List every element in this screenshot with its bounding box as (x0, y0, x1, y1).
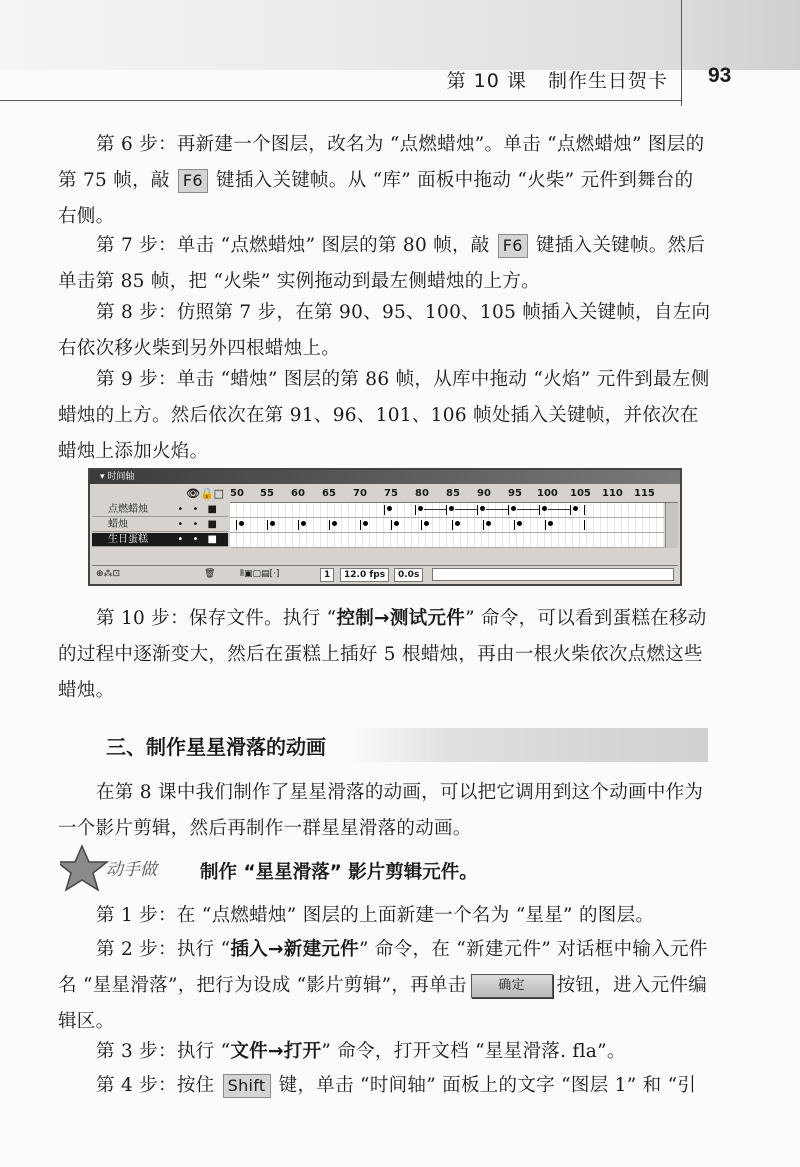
keyframe (455, 521, 460, 526)
timeline-panel (88, 468, 682, 586)
frame-rate: 12.0 fps (340, 568, 389, 582)
sub-step-1: 第 1 步：在 “点燃蜡烛” 图层的上面新建一个名为 “星星” 的图层。 (96, 905, 655, 926)
keyframe (548, 521, 553, 526)
frames-birthday-cake (230, 533, 664, 548)
keyframe (363, 521, 368, 526)
keyframe (449, 506, 454, 511)
keyframe (301, 521, 306, 526)
keyframe (329, 520, 330, 530)
motion-tween (424, 509, 447, 510)
layer-toggle-icons: 👁🔒□ (186, 487, 225, 500)
keyframe (332, 521, 337, 526)
section-intro: 在第 8 课中我们制作了星星滑落的动画，可以把它调用到这个动画中作为一个影片剪辑，然后再制作一群星星滑落的动画。 (58, 782, 704, 839)
frames-candles (230, 518, 664, 533)
ruler-tick: 115 (634, 488, 655, 499)
ruler-tick: 65 (322, 488, 336, 499)
frame-ruler (230, 486, 678, 503)
ruler-tick: 110 (602, 488, 623, 499)
keyframe (545, 520, 546, 530)
activity-icon-text: 动手做 (106, 860, 157, 880)
step-6: 第 6 步：再新建一个图层，改名为 “点燃蜡烛”。单击 “点燃蜡烛” 图层的第 75 帧，敲 F6 键插入关键帧。从 “库” 面板中拖动 “火柴” 元件到舞台的右侧。 (58, 134, 705, 227)
keyframe (483, 520, 484, 530)
keyframe (236, 520, 237, 530)
keyframe (584, 505, 585, 515)
keyframe (584, 520, 585, 530)
motion-tween (548, 509, 570, 510)
keyframe (267, 520, 268, 530)
keyframe (511, 506, 516, 511)
ruler-tick: 85 (446, 488, 460, 499)
f6-key: F6 (178, 169, 208, 193)
header-background (0, 0, 800, 70)
current-frame: 1 (320, 568, 334, 582)
layer-add-icons[interactable]: ⊕⁂⊡ (96, 569, 121, 579)
keyframe (480, 506, 485, 511)
sub-step-4: 第 4 步：按住 Shift 键，单击 “时间轴” 面板上的文字 “图层 1” 和 “引 (96, 1075, 697, 1096)
keyframe (452, 520, 453, 530)
keyframe (421, 520, 422, 530)
vertical-scrollbar[interactable] (665, 503, 678, 548)
keyframe (570, 505, 571, 515)
ruler-tick: 50 (230, 488, 244, 499)
ruler-tick: 55 (260, 488, 274, 499)
keyframe (424, 521, 429, 526)
section-title: 三、制作星星滑落的动画 (106, 735, 326, 759)
keyframe (514, 520, 515, 530)
layer-birthday-cake[interactable]: 生日蛋糕 • • ■ (92, 533, 228, 547)
layer-light-candles[interactable]: 点燃蜡烛 • • ■ (92, 503, 228, 517)
keyframe (298, 520, 299, 530)
keyframe (517, 521, 522, 526)
f6-key: F6 (498, 234, 528, 258)
keyframe (387, 506, 392, 511)
ruler-tick: 60 (291, 488, 305, 499)
ruler-tick: 90 (477, 488, 491, 499)
sub-step-2: 第 2 步：执行 “插入→新建元件” 命令，在 “新建元件” 对话框中输入元件名 “星星滑落”，把行为设成 “影片剪辑”，再单击 确定 按钮，进入元件编辑区。 (58, 939, 708, 1032)
trash-icon[interactable]: 🗑 (204, 569, 216, 579)
page-number: 93 (708, 64, 732, 87)
keyframe (573, 506, 578, 511)
keyframe (391, 520, 392, 530)
running-header: 第 10 课 制作生日贺卡 (446, 70, 668, 92)
motion-tween (517, 509, 539, 510)
ruler-tick: 100 (537, 488, 558, 499)
keyframe (384, 505, 385, 515)
keyframe (486, 521, 491, 526)
keyframe (360, 520, 361, 530)
step-7: 第 7 步：单击 “点燃蜡烛” 图层的第 80 帧，敲 F6 键插入关键帧。然后单击第 85 帧，把 “火柴” 实例拖动到最左侧蜡烛的上方。 (58, 235, 706, 292)
keyframe (239, 521, 244, 526)
horizontal-scrollbar[interactable] (432, 568, 674, 581)
elapsed-time: 0.0s (394, 568, 423, 582)
motion-tween (486, 509, 508, 510)
ruler-tick: 95 (508, 488, 522, 499)
keyframe (270, 521, 275, 526)
step-8: 第 8 步：仿照第 7 步，在第 90、95、100、105 帧插入关键帧，自左向右依次移火柴到另外四根蜡烛上。 (58, 302, 711, 359)
keyframe (446, 505, 447, 515)
frame-grid[interactable] (230, 503, 664, 548)
frames-light-candles (230, 503, 664, 518)
step-9: 第 9 步：单击 “蜡烛” 图层的第 86 帧，从库中拖动 “火焰” 元件到最左侧蜡烛的上方。然后依次在第 91、96、101、106 帧处插入关键帧，并依次在蜡烛上添加火焰。 (58, 369, 710, 462)
step-10: 第 10 步：保存文件。执行 “控制→测试元件” 命令，可以看到蛋糕在移动的过程中逐渐变大，然后在蛋糕上插好 5 根蜡烛，再由一根火柴依次点燃这些蜡烛。 (58, 608, 707, 701)
keyframe (418, 506, 423, 511)
ruler-tick: 105 (570, 488, 591, 499)
ok-button[interactable]: 确定 (471, 974, 553, 998)
sub-step-3: 第 3 步：执行 “文件→打开” 命令，打开文档 “星星滑落. fla”。 (96, 1041, 626, 1062)
ruler-tick: 75 (384, 488, 398, 499)
header-rule (0, 100, 682, 101)
keyframe (477, 505, 478, 515)
keyframe (542, 506, 547, 511)
keyframe (508, 505, 509, 515)
ruler-tick: 80 (415, 488, 429, 499)
keyframe (415, 505, 416, 515)
keyframe (539, 505, 540, 515)
activity-star-icon (60, 840, 200, 904)
layer-candles[interactable]: 蜡烛 • • ■ (92, 518, 228, 532)
timeline-status-bar (92, 565, 678, 582)
timeline-title: ▾ 时间轴 (90, 470, 680, 484)
ruler-tick: 70 (353, 488, 367, 499)
activity-label: 制作 “星星滑落” 影片剪辑元件。 (200, 862, 478, 883)
shift-key: Shift (223, 1074, 271, 1098)
keyframe (394, 521, 399, 526)
header-divider (681, 0, 682, 106)
onion-skin-icons[interactable]: ⦀▣▢▤[·] (240, 569, 280, 579)
motion-tween (455, 509, 477, 510)
